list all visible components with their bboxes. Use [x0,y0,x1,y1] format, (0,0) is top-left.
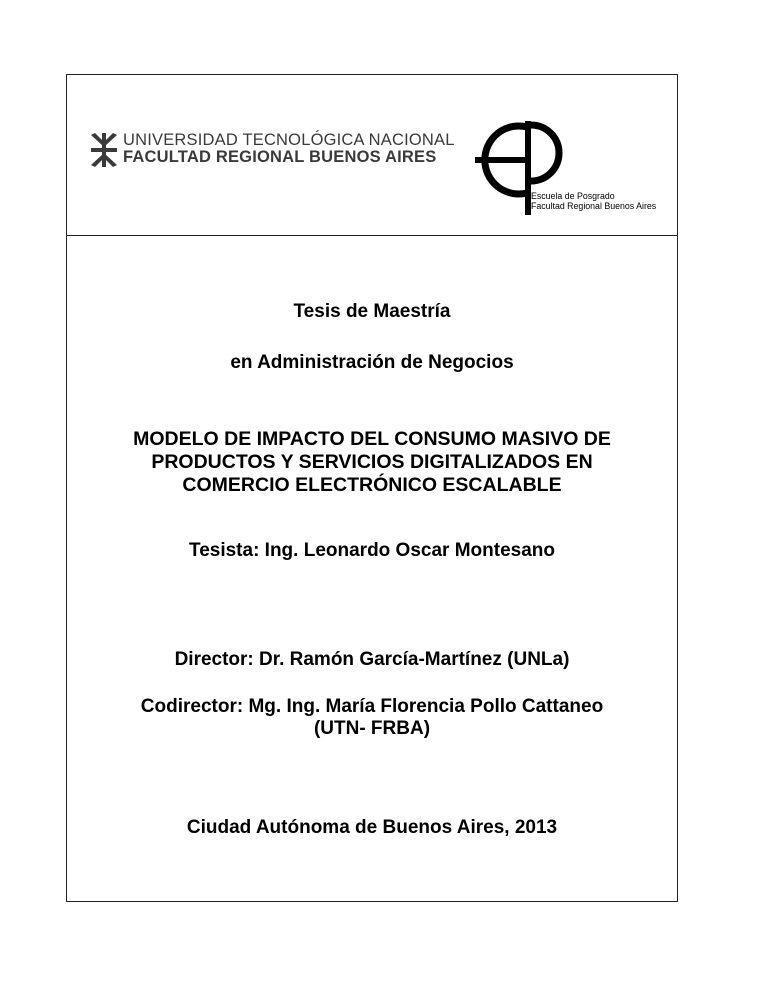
cover-header [67,75,677,236]
codirector [67,696,677,740]
author: Tesista: Ing. Leonardo Oscar Montesano [189,540,555,561]
codirector-line: Codirector: Mg. Ing. María Florencia Pollo Cattaneo [140,696,604,717]
cover-frame [66,74,678,902]
codirector-line: (UTN- FRBA) [313,718,431,739]
university-name [123,132,455,166]
utn-emblem-icon [91,133,117,167]
thesis-title-line: PRODUCTOS Y SERVICIOS DIGITALIZADOS EN [151,451,593,473]
thesis-title [67,428,677,497]
graduate-school-line-2: Facultad Regional Buenos Aires [531,201,657,211]
university-line-1: UNIVERSIDAD TECNOLÓGICA NACIONAL [123,131,455,149]
place-and-year: Ciudad Autónoma de Buenos Aires, 2013 [186,817,558,838]
thesis-title-line: COMERCIO ELECTRÓNICO ESCALABLE [182,474,562,496]
graduate-school-name [531,191,656,211]
university-line-2: FACULTAD REGIONAL BUENOS AIRES [123,148,437,166]
director: Director: Dr. Ramón García-Martínez (UNLa) [174,649,570,670]
program-name: en Administración de Negocios [230,352,514,373]
thesis-type: Tesis de Maestría [293,301,451,322]
thesis-title-line: MODELO DE IMPACTO DEL CONSUMO MASIVO DE [133,428,611,450]
graduate-school-line-1: Escuela de Posgrado [531,191,615,201]
